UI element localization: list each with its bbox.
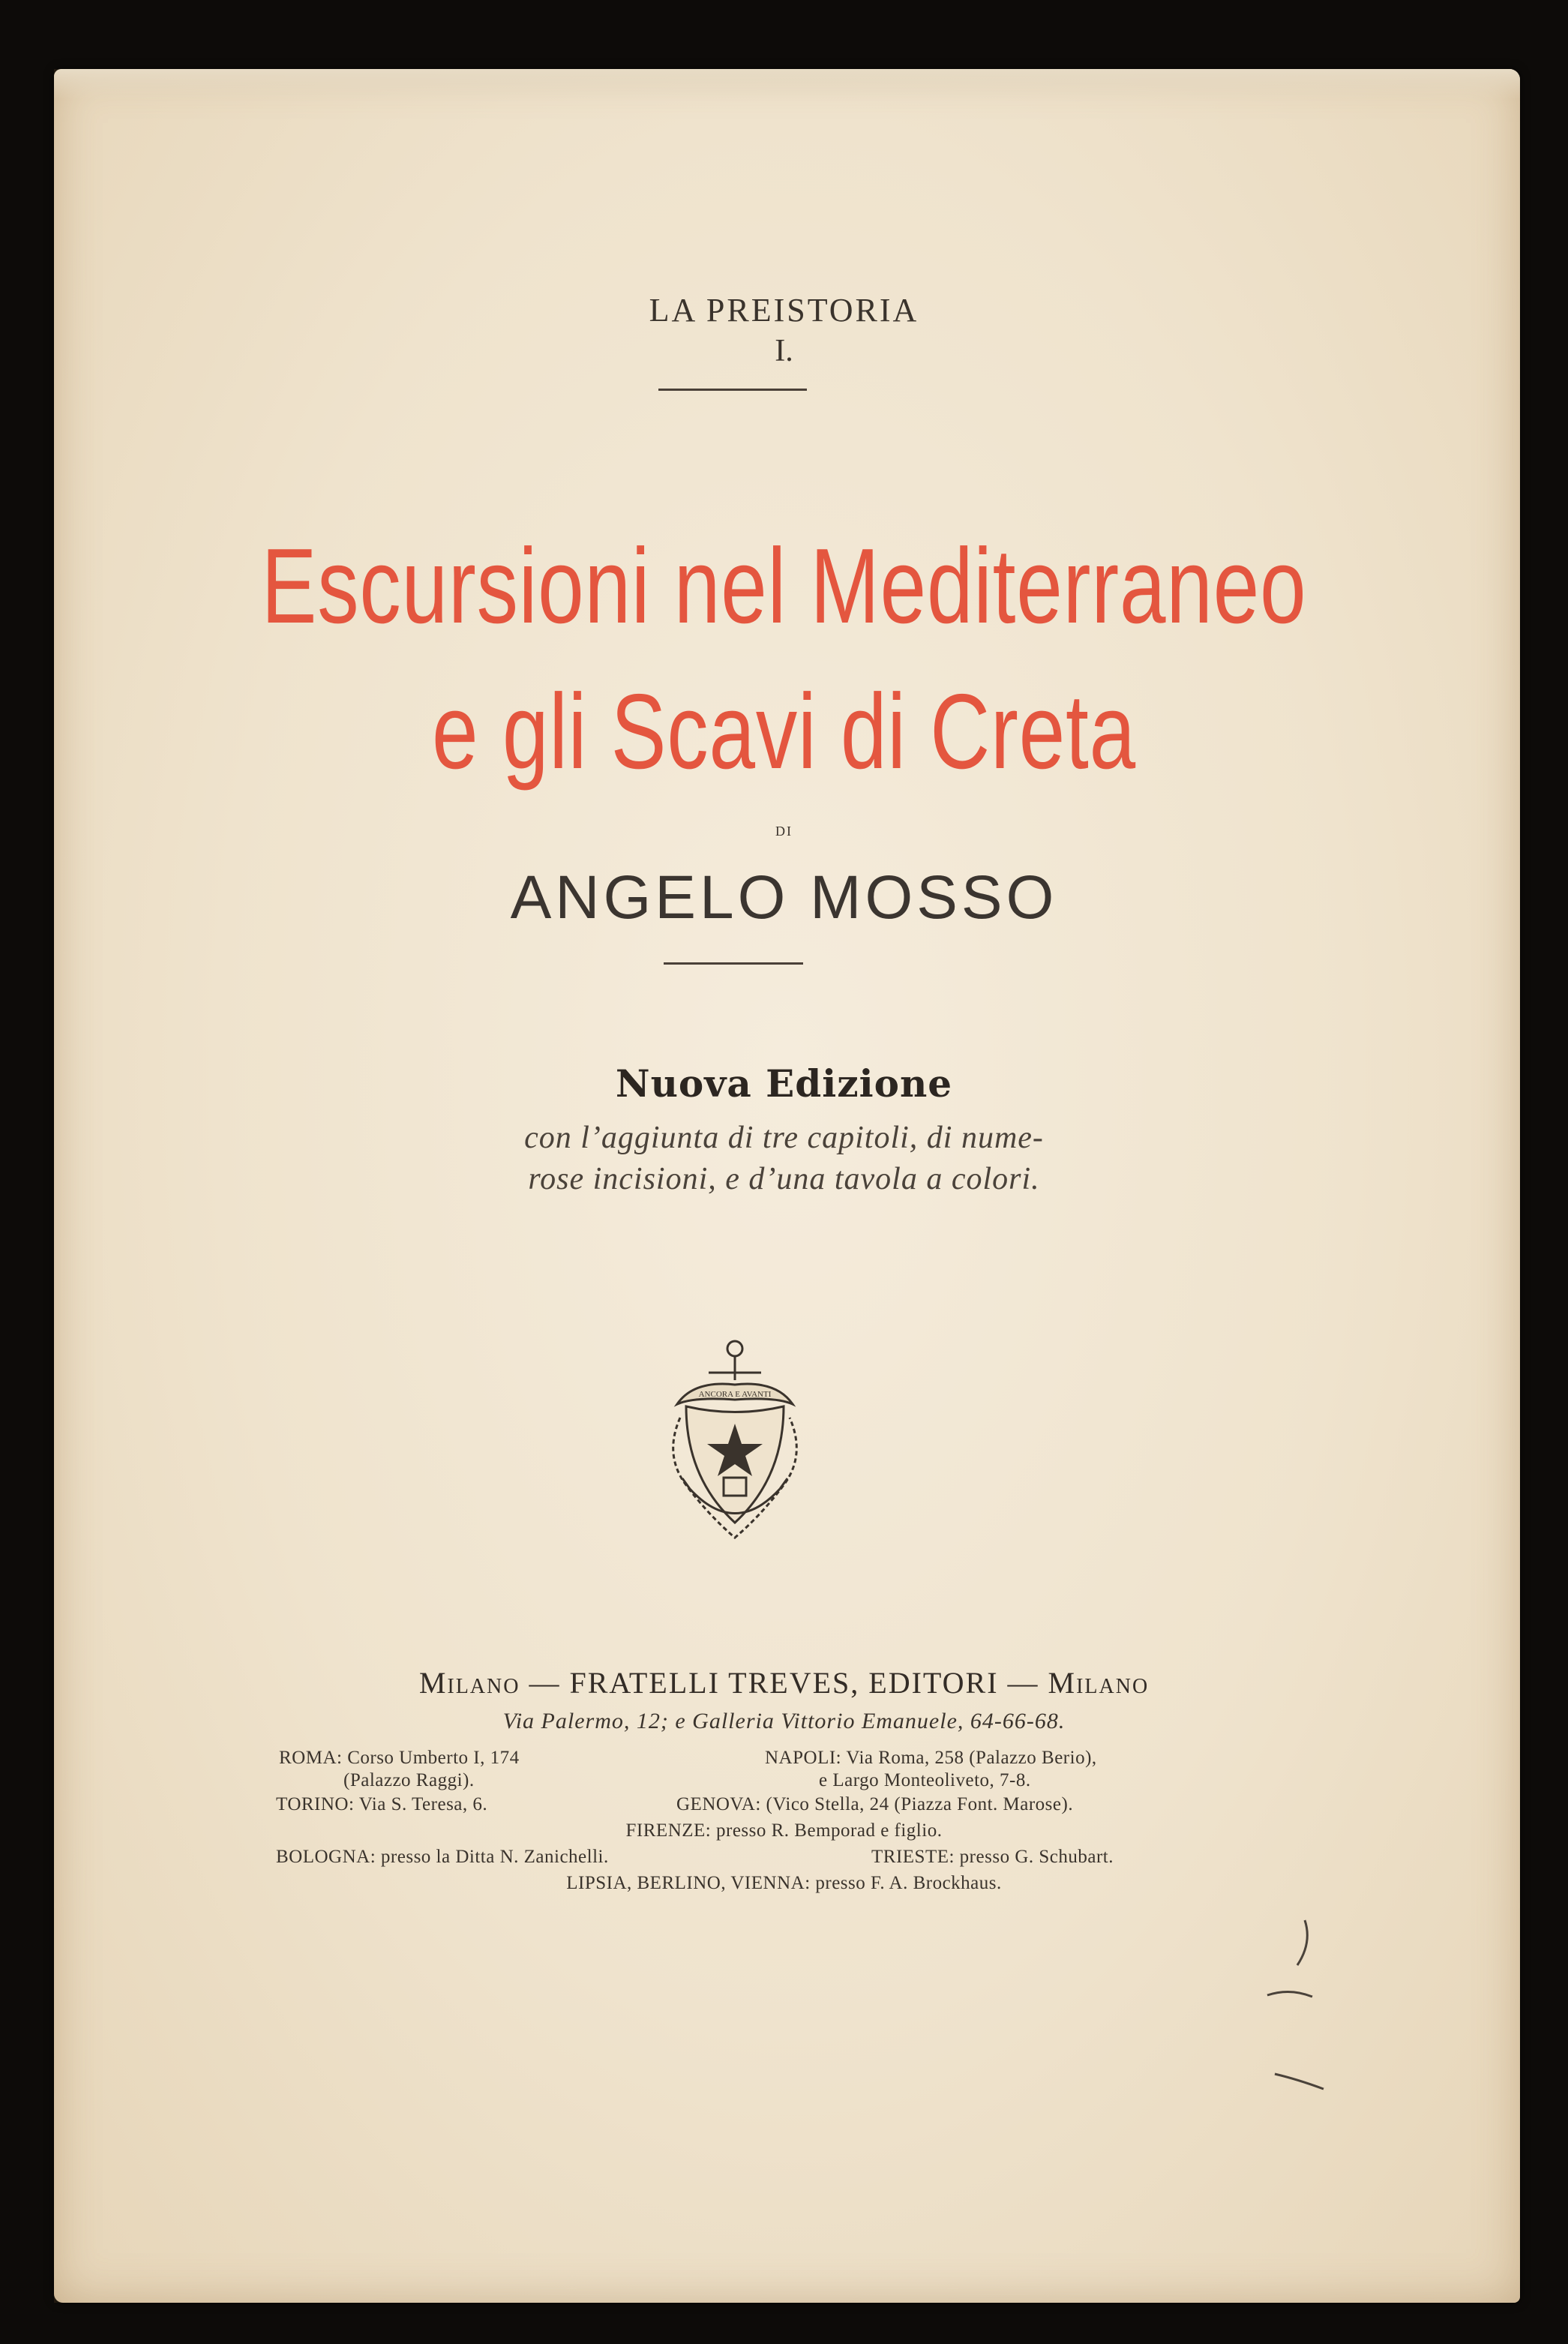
book-title-line-1: Escursioni nel Mediterraneo (261, 527, 1307, 646)
branch-bologna: BOLOGNA: presso la Ditta N. Zanichelli. (276, 1847, 609, 1867)
series-title: LA PREISTORIA (649, 292, 919, 329)
author-name: ANGELO MOSSO (510, 863, 1058, 932)
pencil-mark (1252, 1913, 1335, 2093)
publisher-line (0, 1665, 1568, 1700)
branch-firenze: FIRENZE: presso R. Bemporad e figlio. (625, 1820, 943, 1841)
by-label: DI (775, 824, 793, 839)
branch-genova: GENOVA: (Vico Stella, 24 (Piazza Font. Marose). (676, 1794, 1074, 1814)
edition-note-line-1: con l’aggiunta di tre capitoli, di nume- (524, 1121, 1044, 1155)
series-number: I. (775, 334, 793, 368)
publisher-address: Via Palermo, 12; e Galleria Vittorio Emanuele, 64-66-68. (502, 1709, 1066, 1733)
edition-note-line-2: rose incisioni, e d’una tavola a colori. (528, 1162, 1040, 1196)
edition-heading: Nuova Edizione (615, 1061, 953, 1106)
branch-lipsia: LIPSIA, BERLINO, VIENNA: presso F. A. Brockhaus. (566, 1873, 1002, 1893)
divider-rule (664, 962, 803, 965)
publisher-emblem-icon (664, 1335, 806, 1545)
publisher-city-left: Milano (418, 1666, 520, 1700)
branch-roma-detail: (Palazzo Raggi). (343, 1770, 475, 1790)
publisher-name: — FRATELLI TREVES, EDITORI — (529, 1666, 1039, 1700)
divider-rule (658, 389, 807, 391)
emblem-motto: ANCORA E AVANTI (698, 1390, 772, 1399)
publisher-city-right: Milano (1048, 1666, 1150, 1700)
book-title-line-2: e gli Scavi di Creta (432, 672, 1136, 791)
branch-trieste: TRIESTE: presso G. Schubart. (871, 1847, 1114, 1867)
branch-roma: ROMA: Corso Umberto I, 174 (279, 1748, 520, 1768)
branch-napoli: NAPOLI: Via Roma, 258 (Palazzo Berio), (765, 1748, 1097, 1768)
branch-napoli-detail: e Largo Monteoliveto, 7-8. (819, 1770, 1031, 1790)
branch-torino: TORINO: Via S. Teresa, 6. (276, 1794, 488, 1814)
